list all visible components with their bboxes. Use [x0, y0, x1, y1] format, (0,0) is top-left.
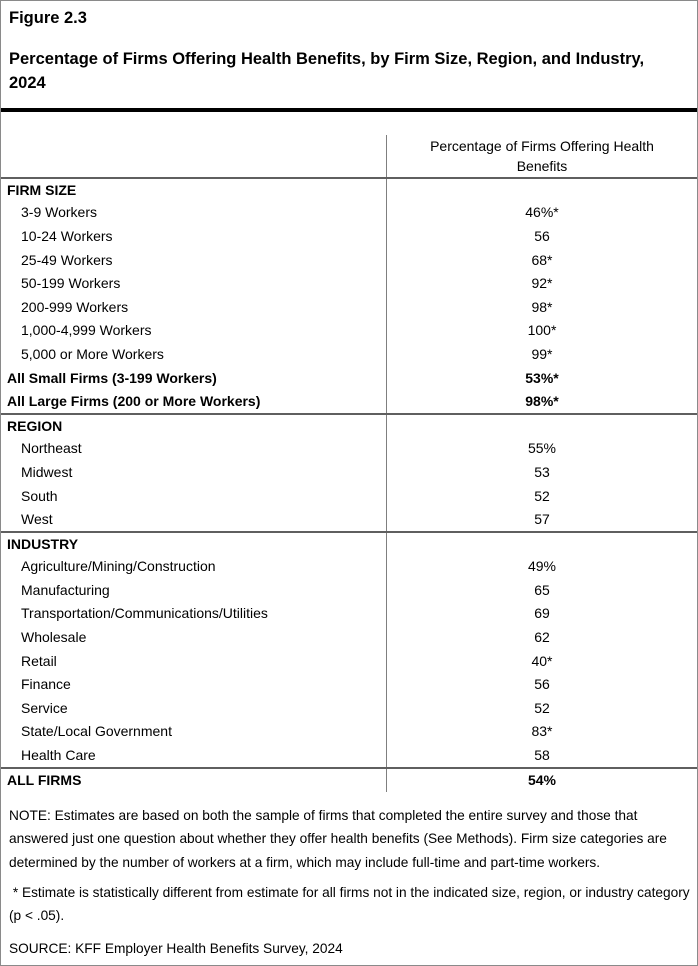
table-row	[1, 437, 697, 461]
section-header: INDUSTRY	[7, 535, 79, 552]
table-row	[1, 625, 697, 649]
row-label: 3-9 Workers	[21, 204, 97, 221]
asterisk-note-text: * Estimate is statistically different from estimate for all firms not in the indicated size, region, or industry category (p < .05).	[9, 885, 694, 924]
row-label: 50-199 Workers	[21, 275, 121, 292]
row-value: 98%*	[386, 389, 697, 413]
row-label: Midwest	[21, 463, 73, 480]
row-label: Retail	[21, 652, 57, 669]
row-label: All Small Firms (3-199 Workers)	[7, 369, 217, 386]
table-row	[1, 649, 697, 673]
section-header-value-cell	[386, 533, 697, 555]
header-corner-cell	[1, 135, 386, 177]
row-label: 200-999 Workers	[21, 298, 129, 315]
table-row	[1, 271, 697, 295]
note-text: NOTE: Estimates are based on both the sample of firms that completed the entire survey and those that answered just one question about whether they offer health benefits (See Methods). Firm size categories are determined by the number of workers at a firm, which may include full-time and part-time workers.	[9, 807, 667, 870]
benefits-table	[1, 135, 697, 792]
row-value: 56	[386, 672, 697, 696]
table-row	[1, 319, 697, 343]
table-row	[1, 555, 697, 579]
figure-title: Percentage of Firms Offering Health Benefits, by Firm Size, Region, and Industry, 2024	[9, 50, 645, 92]
section-header: REGION	[7, 417, 63, 434]
title-block	[1, 1, 697, 95]
table-row	[1, 484, 697, 508]
row-label: 25-49 Workers	[21, 251, 113, 268]
table-row	[1, 720, 697, 744]
table-row	[1, 366, 697, 390]
section-header-value-cell	[386, 415, 697, 437]
table-row	[1, 578, 697, 602]
row-value: 98*	[386, 295, 697, 319]
row-label: All Large Firms (200 or More Workers)	[7, 393, 261, 410]
row-value: 68*	[386, 248, 697, 272]
section-header: FIRM SIZE	[7, 181, 77, 198]
figure-label: Figure 2.3	[9, 9, 87, 27]
row-value: 49%	[386, 555, 697, 579]
source-text: SOURCE: KFF Employer Health Benefits Survey, 2024	[9, 940, 343, 956]
row-value: 100*	[386, 319, 697, 343]
table-row	[1, 602, 697, 626]
table-header-row	[1, 135, 697, 177]
row-value: 53	[386, 460, 697, 484]
section-header-row	[1, 413, 697, 437]
table-row	[1, 507, 697, 531]
title-separator-rule	[1, 108, 697, 112]
section-header-row	[1, 177, 697, 201]
row-value: 65	[386, 578, 697, 602]
value-column-header-cell	[386, 135, 697, 177]
row-label: Wholesale	[21, 629, 87, 646]
row-label: South	[21, 487, 58, 504]
table-row	[1, 201, 697, 225]
row-label: Finance	[21, 676, 71, 693]
row-value: 53%*	[386, 366, 697, 390]
row-label: 1,000-4,999 Workers	[21, 322, 152, 339]
row-value: 62	[386, 625, 697, 649]
table-row	[1, 389, 697, 413]
row-value: 58	[386, 743, 697, 767]
row-label: State/Local Government	[21, 723, 172, 740]
notes-block	[1, 792, 697, 960]
row-label: Manufacturing	[21, 581, 110, 598]
table-row	[1, 342, 697, 366]
row-label: 5,000 or More Workers	[21, 345, 164, 362]
row-value: 52	[386, 484, 697, 508]
row-value: 83*	[386, 720, 697, 744]
row-label: ALL FIRMS	[7, 772, 82, 789]
value-column-header: Percentage of Firms Offering Health Benefits	[430, 138, 654, 174]
row-value: 57	[386, 507, 697, 531]
table-row	[1, 696, 697, 720]
table-row	[1, 672, 697, 696]
table-row	[1, 743, 697, 767]
row-value: 55%	[386, 437, 697, 461]
row-value: 56	[386, 224, 697, 248]
row-value: 69	[386, 602, 697, 626]
table-row	[1, 460, 697, 484]
row-value: 92*	[386, 271, 697, 295]
row-label: Agriculture/Mining/Construction	[21, 558, 216, 575]
section-header-row	[1, 531, 697, 555]
row-value: 40*	[386, 649, 697, 673]
row-value: 52	[386, 696, 697, 720]
total-row	[1, 767, 697, 792]
row-label: West	[21, 511, 53, 528]
section-header-value-cell	[386, 179, 697, 201]
row-label: Service	[21, 699, 68, 716]
row-label: 10-24 Workers	[21, 227, 113, 244]
row-label: Northeast	[21, 440, 82, 457]
row-label: Health Care	[21, 747, 96, 764]
table-row	[1, 224, 697, 248]
row-value: 54%	[386, 769, 697, 792]
row-value: 46%*	[386, 201, 697, 225]
table-row	[1, 295, 697, 319]
table-row	[1, 248, 697, 272]
row-label: Transportation/Communications/Utilities	[21, 605, 268, 622]
table-body	[1, 177, 697, 767]
row-value: 99*	[386, 342, 697, 366]
